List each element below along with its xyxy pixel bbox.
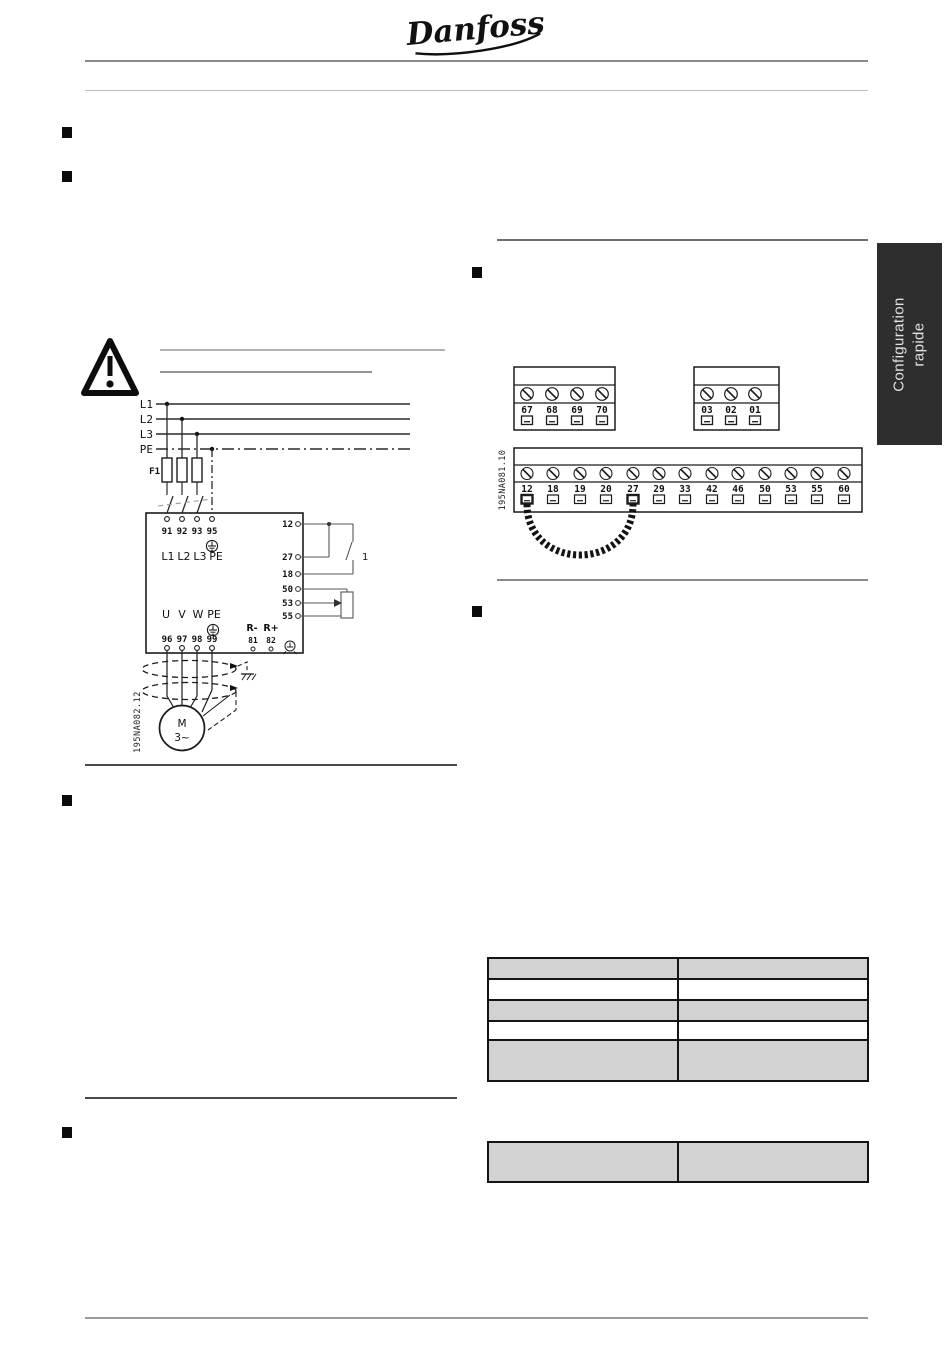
- motor-phases: 3~: [174, 732, 190, 744]
- screw-icons: [701, 388, 762, 401]
- terminal-strips-diagram: [495, 358, 875, 563]
- phase-label-u: U: [161, 608, 171, 621]
- mains-lines: [140, 398, 410, 513]
- terminal-82: 82: [266, 636, 276, 645]
- header-rule-top: [85, 60, 868, 62]
- control-terminal-strip: [514, 448, 862, 555]
- strip-terminal-18: 18: [547, 484, 559, 495]
- terminal-99: 99: [206, 635, 218, 645]
- side-tab-label-line2: rapide: [910, 321, 928, 367]
- danfoss-logo: [390, 4, 562, 60]
- phase-label-pe-out: PE: [207, 608, 221, 621]
- strip-terminal-29: 29: [653, 484, 665, 495]
- phase-label-pe: PE: [209, 550, 223, 563]
- right-column-rule-2: [497, 579, 868, 581]
- motor-letter: M: [177, 718, 187, 730]
- terminal-68: 68: [546, 405, 558, 416]
- terminal-91: 91: [161, 527, 173, 537]
- terminal-18: 18: [282, 570, 293, 580]
- label-l2: L2: [139, 413, 153, 426]
- strip-terminal-27: 27: [627, 484, 639, 495]
- cable-screen: [142, 683, 236, 700]
- terminal-96: 96: [161, 635, 173, 645]
- strip-terminal-42: 42: [706, 484, 718, 495]
- start-stop-switch-wiring: [301, 524, 354, 574]
- terminal-97: 97: [176, 635, 188, 645]
- phase-label-v: V: [178, 608, 186, 621]
- left-column-rule-2: [85, 1097, 457, 1099]
- strip-terminal-53: 53: [785, 484, 797, 495]
- strip-terminal-60: 60: [838, 484, 850, 495]
- strip-terminal-50: 50: [759, 484, 771, 495]
- fuse-label: F1: [149, 467, 160, 477]
- fuse-group: [149, 458, 202, 495]
- ground-symbol-icon: [241, 674, 256, 680]
- terminal-03: 03: [701, 405, 713, 416]
- terminal-92: 92: [176, 527, 188, 537]
- phase-label-l2: L2: [177, 550, 191, 563]
- terminal-53: 53: [282, 599, 293, 609]
- warning-icon: [84, 341, 136, 393]
- strip-terminal-20: 20: [600, 484, 612, 495]
- terminal-12: 12: [282, 520, 293, 530]
- strip-terminal-19: 19: [574, 484, 586, 495]
- terminal-02: 02: [725, 405, 737, 416]
- table-cell: [679, 959, 867, 978]
- potentiometer-wiring: [301, 589, 354, 618]
- terminal-50: 50: [282, 585, 293, 595]
- terminal-81: 81: [248, 636, 258, 645]
- phase-label-l1: L1: [161, 550, 175, 563]
- switch-label: 1: [362, 552, 369, 563]
- terminal-27: 27: [282, 553, 293, 563]
- label-l1: L1: [139, 398, 153, 411]
- label-l3: L3: [139, 428, 153, 441]
- parameter-table-1: [487, 957, 869, 1082]
- terminal-block-b: [694, 367, 779, 430]
- terminal-01: 01: [749, 405, 761, 416]
- table-cell: [489, 1001, 679, 1020]
- label-r-plus: R+: [263, 623, 279, 634]
- motor-cable: [142, 650, 256, 751]
- table-cell: [679, 1001, 867, 1020]
- footer-rule: [85, 1317, 868, 1319]
- terminal-block-a: [514, 367, 615, 430]
- clamp-icons: [702, 416, 761, 425]
- table-cell: [679, 980, 867, 999]
- terminal-70: 70: [596, 405, 608, 416]
- section-bullet: [62, 795, 72, 806]
- label-pe: PE: [139, 443, 153, 456]
- table-cell: [489, 1041, 679, 1080]
- motor-symbol: [160, 706, 205, 751]
- label-r-minus: R-: [246, 623, 258, 634]
- section-bullet: [472, 267, 482, 278]
- figure-id-terminals: 195NA081.10: [498, 449, 508, 511]
- table-cell: [489, 980, 679, 999]
- section-bullet: [62, 1127, 72, 1138]
- parameter-table-2: [487, 1141, 869, 1183]
- side-tab-configuration-rapide: [877, 243, 942, 445]
- phase-label-w: W: [192, 608, 204, 621]
- strip-terminal-46: 46: [732, 484, 744, 495]
- table-cell: [679, 1041, 867, 1080]
- table-cell: [489, 1022, 679, 1039]
- section-bullet: [472, 606, 482, 617]
- terminal-55: 55: [282, 612, 293, 622]
- terminal-93: 93: [191, 527, 203, 537]
- table-cell: [679, 1022, 867, 1039]
- mains-wiring-diagram: [60, 330, 470, 770]
- terminal-67: 67: [521, 405, 533, 416]
- terminal-95: 95: [206, 527, 218, 537]
- strip-terminal-55: 55: [811, 484, 823, 495]
- header-rule-bottom: [85, 90, 868, 91]
- section-bullet: [62, 127, 72, 138]
- disconnect-switch: [158, 496, 212, 513]
- strip-terminal-33: 33: [679, 484, 691, 495]
- terminal-69: 69: [571, 405, 583, 416]
- side-tab-label-line1: Configuration: [891, 296, 908, 392]
- earth-symbol-icon: [207, 624, 218, 635]
- phase-label-l3: L3: [193, 550, 207, 563]
- strip-terminal-12: 12: [521, 484, 533, 495]
- table-cell: [489, 1143, 679, 1181]
- table-cell: [679, 1143, 867, 1181]
- figure-id-wiring: 195NA082.12: [133, 691, 143, 753]
- section-bullet: [62, 171, 72, 182]
- right-column-rule-1: [497, 239, 868, 241]
- table-cell: [489, 959, 679, 978]
- logo-text: Danfoss: [405, 5, 547, 53]
- cable-screen: [142, 661, 236, 678]
- terminal-98: 98: [191, 635, 203, 645]
